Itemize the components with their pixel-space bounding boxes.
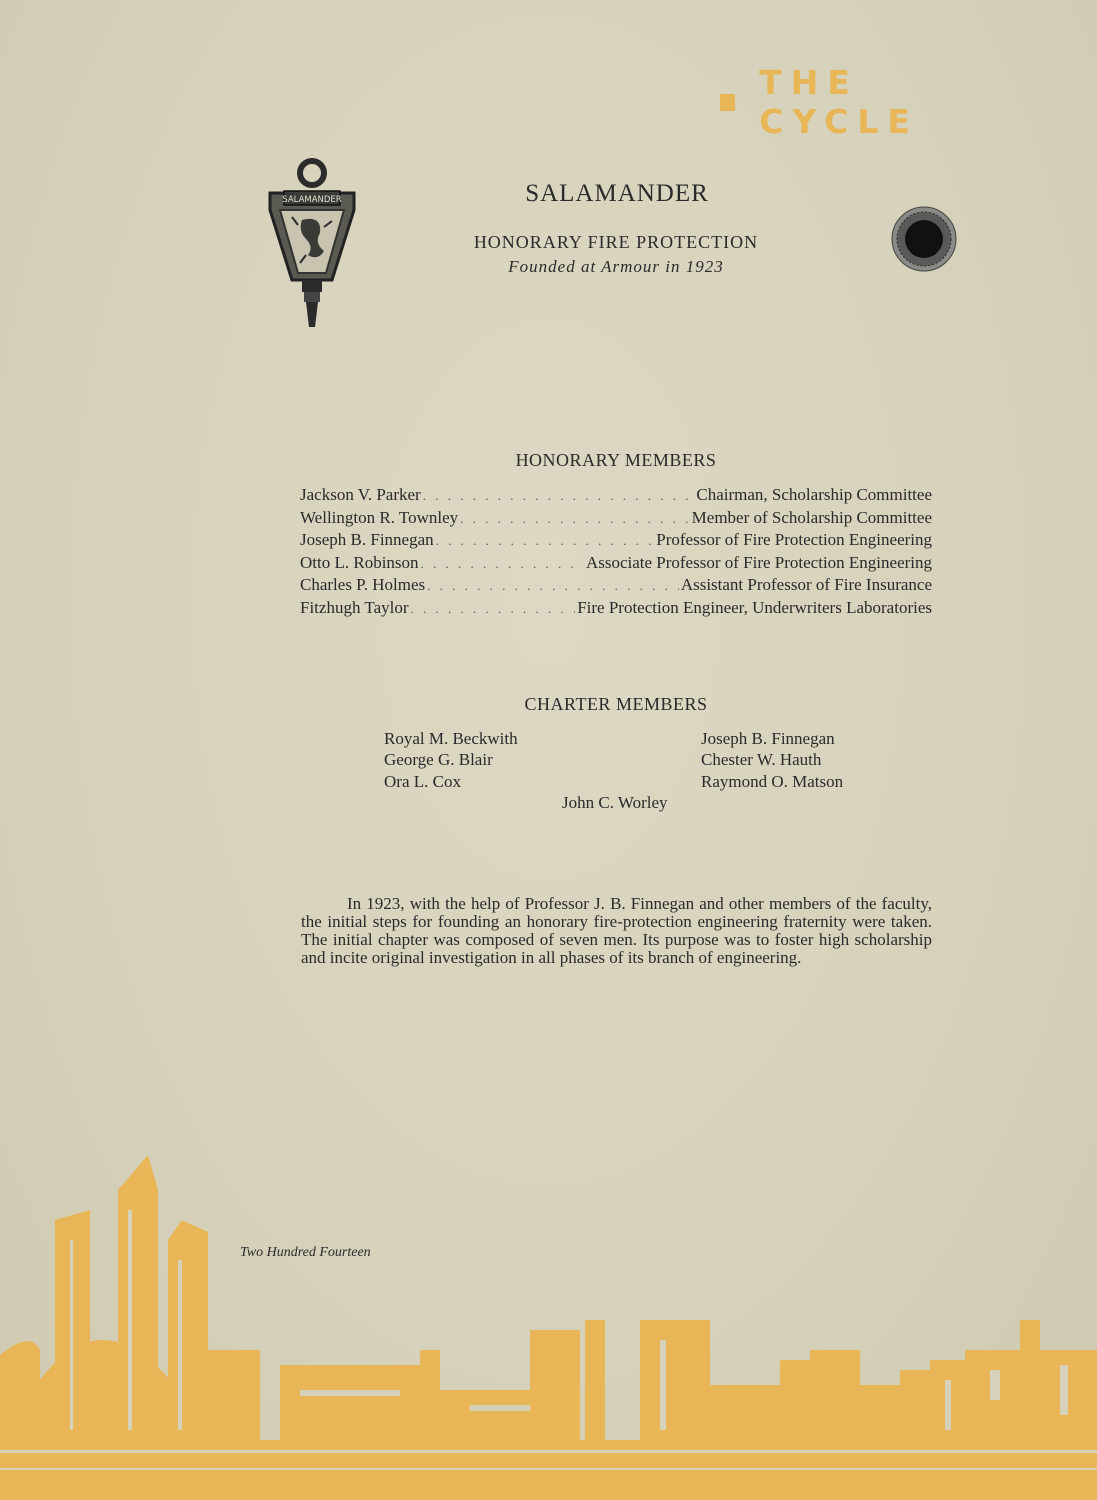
honorary-member-row (300, 574, 932, 597)
member-role: Professor of Fire Protection Engineering (656, 530, 932, 549)
leader-dots (460, 508, 690, 530)
founded-line: Founded at Armour in 1923 (508, 257, 724, 276)
member-role: Chairman, Scholarship Committee (696, 485, 932, 504)
charter-member: Raymond O. Matson (701, 772, 844, 791)
member-name: Otto L. Robinson (300, 552, 419, 572)
member-name: Charles P. Holmes (300, 575, 426, 594)
leader-dots (411, 598, 576, 620)
header-title: THE CYCLE (759, 63, 919, 141)
member-role: Associate Professor of Fire Protection Engineering (585, 552, 932, 572)
running-header (720, 63, 1010, 141)
leader-dots (421, 553, 584, 575)
charter-member: Joseph B. Finnegan (701, 729, 835, 748)
member-name: Wellington R. Townley (300, 507, 459, 527)
member-role: Member of Scholarship Committee (691, 507, 932, 527)
skyline-decoration-icon (0, 1150, 1097, 1500)
charter-member: Royal M. Beckwith (384, 729, 518, 748)
history-paragraph: In 1923, with the help of Professor J. B. Finnegan and other members of the faculty, the initial steps for founding an honorary fire-protection engineering fraternity were taken. The initial chapter was composed of seven men. Its purpose was to foster high scholarship and incite original investigation in all phases of its branch of engineering. (301, 894, 932, 967)
header-square-icon (720, 94, 735, 111)
member-name: Fitzhugh Taylor (300, 597, 409, 617)
salamander-key-icon (262, 155, 362, 330)
charter-member: John C. Worley (562, 793, 668, 812)
honorary-member-row (300, 484, 932, 507)
honorary-member-row (300, 552, 932, 575)
charter-member: Chester W. Hauth (701, 750, 822, 769)
emblem-banner-text: SALAMANDER (282, 195, 342, 205)
honorary-member-row (300, 529, 932, 552)
honorary-member-row (300, 597, 932, 620)
page-subtitle: HONORARY FIRE PROTECTION (473, 232, 759, 252)
member-name: Joseph B. Finnegan (300, 530, 434, 549)
member-role: Assistant Professor of Fire Insurance (680, 575, 932, 594)
charter-member: George G. Blair (384, 750, 493, 769)
charter-member: Ora L. Cox (384, 772, 461, 791)
charter-heading: CHARTER MEMBERS (524, 694, 708, 714)
leader-dots (423, 485, 695, 507)
honorary-heading: HONORARY MEMBERS (515, 450, 717, 470)
member-name: Jackson V. Parker (300, 485, 421, 504)
honorary-members-list (300, 484, 932, 619)
leader-dots (436, 530, 655, 552)
honorary-member-row (300, 507, 932, 530)
member-role: Fire Protection Engineer, Underwriters Laboratories (577, 597, 932, 617)
page-title: SALAMANDER (525, 180, 709, 207)
page-number-footer: Two Hundred Fourteen (240, 1245, 371, 1260)
fraternity-pin-icon (890, 205, 958, 273)
leader-dots (427, 575, 679, 597)
